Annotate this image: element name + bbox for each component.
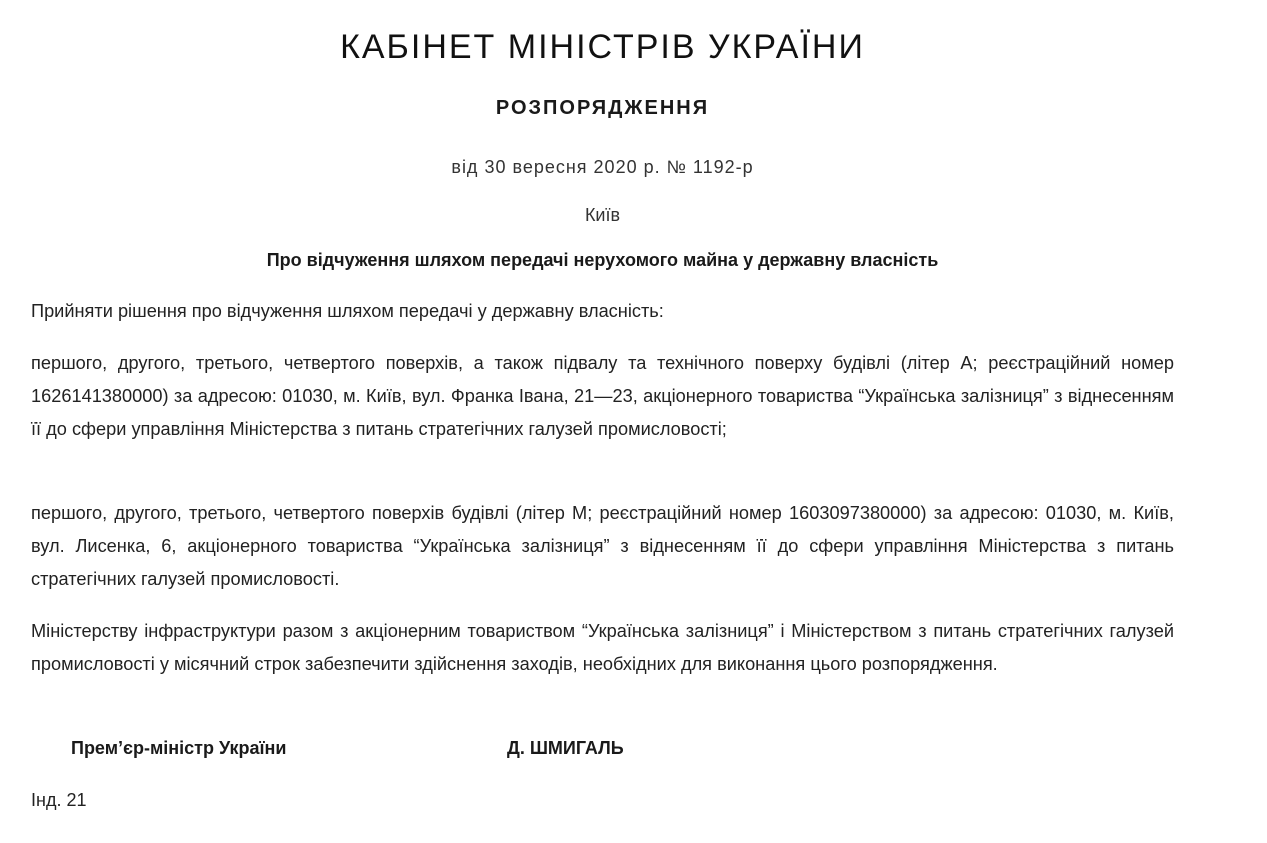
document-date-number: від 30 вересня 2020 р. № 1192-р (451, 157, 754, 177)
intro-paragraph: Прийняти рішення про відчуження шляхом передачі у державну власність: (31, 301, 664, 321)
item-paragraph-2: першого, другого, третього, четвертого поверхів будівлі (літер М; реєстраційний номер 1603097380000) за адресою: 01030, м. Київ, вул. Лисенка, 6, акціонерного товариства “Українська залізниця” з віднесенням її до сфери управління Міністерства з питань стратегічних галузей промисловості. (31, 503, 1174, 589)
document-index: Інд. 21 (31, 790, 87, 810)
signatory-name: Д. ШМИГАЛЬ (507, 738, 624, 758)
item-paragraph-1: першого, другого, третього, четвертого поверхів, а також підвалу та технічного поверху будівлі (літер А; реєстраційний номер 1626141380000) за адресою: 01030, м. Київ, вул. Франка Івана, 21—23, акціонерного товариства “Українська залізниця” з віднесенням її до сфери управління Міністерства з питань стратегічних галузей промисловості; (31, 353, 1174, 439)
instruction-paragraph: Міністерству інфраструктури разом з акціонерним товариством “Українська залізниця” і Міністерством з питань стратегічних галузей промисловості у місячний строк забезпечити здійснення заходів, необхідних для виконання цього розпорядження. (31, 621, 1174, 674)
document-place: Київ (584, 205, 621, 225)
document-type: РОЗПОРЯДЖЕННЯ (495, 97, 710, 119)
organization-title: КАБІНЕТ МІНІСТРІВ УКРАЇНИ (340, 28, 865, 66)
document-subject: Про відчуження шляхом передачі нерухомого майна у державну власність (266, 250, 939, 270)
signatory-role: Прем’єр-міністр України (71, 738, 287, 758)
